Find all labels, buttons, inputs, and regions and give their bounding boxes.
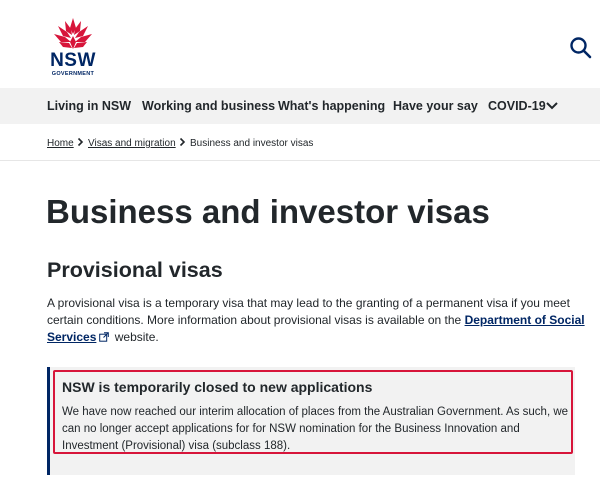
- search-icon: [568, 35, 594, 61]
- nav-item-working-and-business[interactable]: Working and business: [142, 99, 276, 113]
- external-link-icon: [99, 332, 109, 342]
- breadcrumb-current: Business and investor visas: [190, 138, 314, 149]
- intro-line-2: [47, 312, 585, 329]
- waratah-icon: [51, 16, 95, 52]
- main-navigation: [0, 88, 600, 124]
- intro-paragraph: [47, 295, 585, 346]
- search-button[interactable]: [568, 35, 594, 61]
- logo-subtext: GOVERNMENT: [51, 71, 95, 77]
- site-header: [0, 0, 600, 88]
- callout-line-2: can no longer accept applications for for NSW nomination for the Business Innovation and: [62, 423, 520, 435]
- page-title: Business and investor visas: [46, 193, 490, 230]
- department-of-social-services-link-cont[interactable]: Services: [47, 330, 97, 344]
- nav-item-whats-happening[interactable]: What's happening: [278, 99, 386, 113]
- nav-item-living-in-nsw[interactable]: Living in NSW: [47, 99, 132, 113]
- chevron-right-icon: [179, 137, 186, 152]
- breadcrumb-home[interactable]: Home: [47, 138, 74, 149]
- intro-line-3-text: website.: [111, 330, 159, 344]
- callout-title: NSW is temporarily closed to new applications: [62, 379, 373, 395]
- callout-body: [62, 404, 570, 455]
- chevron-right-icon: [77, 137, 84, 152]
- nsw-government-logo[interactable]: [47, 16, 99, 76]
- intro-line-1: A provisional visa is a temporary visa that may lead to the granting of a permanent visa if you meet: [47, 296, 570, 310]
- intro-line-3: [47, 329, 577, 346]
- chevron-down-icon[interactable]: [545, 100, 559, 112]
- breadcrumb-visas-and-migration[interactable]: Visas and migration: [88, 138, 176, 149]
- callout-line-3: Investment (Provisional) visa (subclass 188).: [62, 440, 291, 452]
- department-of-social-services-link[interactable]: Department of Social: [464, 313, 585, 327]
- section-title: Provisional visas: [47, 258, 223, 282]
- logo-wordmark: NSW: [50, 50, 96, 71]
- nav-item-covid-19[interactable]: COVID-19: [488, 99, 546, 113]
- nav-item-have-your-say[interactable]: Have your say: [393, 99, 478, 113]
- callout-line-1: We have now reached our interim allocation of places from the Australian Government. As such, we: [62, 406, 569, 418]
- divider: [0, 160, 600, 161]
- intro-line-2-text: certain conditions. More information about provisional visas is available on the: [47, 313, 465, 327]
